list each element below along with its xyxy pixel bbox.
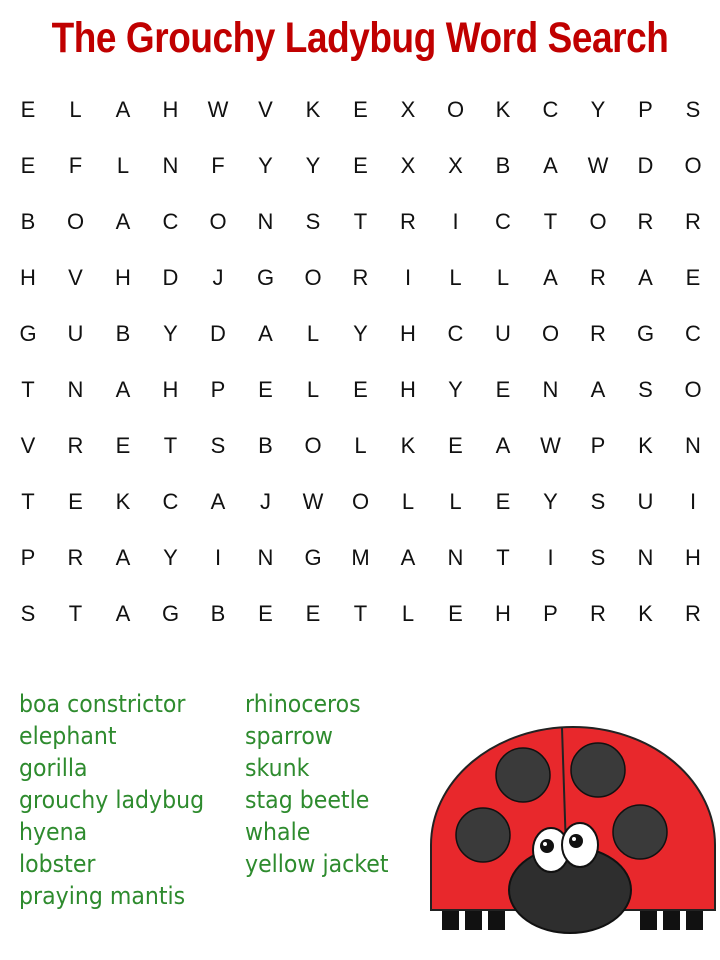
grid-letter: E bbox=[448, 433, 463, 458]
grid-letter: K bbox=[495, 97, 511, 122]
grid-letter: N bbox=[637, 545, 654, 570]
grid-letter: A bbox=[258, 321, 273, 346]
grid-letter: S bbox=[590, 545, 606, 570]
grid-letter: T bbox=[163, 433, 178, 458]
ladybug-leg bbox=[465, 910, 482, 930]
grid-letter: W bbox=[540, 433, 561, 458]
grid-letter: O bbox=[541, 321, 560, 346]
grid-letter: U bbox=[637, 489, 654, 514]
grid-letter: J bbox=[260, 489, 271, 514]
grid-letter: E bbox=[353, 153, 368, 178]
grid-letter: G bbox=[304, 545, 322, 570]
grid-letter: Y bbox=[590, 97, 606, 122]
grid-letter: W bbox=[302, 489, 324, 514]
grid-letter: A bbox=[115, 601, 131, 626]
grid-letter: W bbox=[587, 153, 609, 178]
ladybug-leg bbox=[488, 910, 505, 930]
grid-row bbox=[0, 538, 720, 578]
grid-letter: U bbox=[495, 321, 511, 346]
grid-letter: K bbox=[400, 433, 416, 458]
grid-letter: Y bbox=[163, 545, 178, 570]
grid-letter: O bbox=[684, 377, 702, 402]
grid-letter: C bbox=[495, 209, 511, 234]
ladybug-icon bbox=[428, 720, 718, 940]
grid-letter: N bbox=[162, 153, 179, 178]
word-list-item: grouchy ladybug bbox=[19, 786, 205, 814]
grid-letter: E bbox=[495, 489, 511, 514]
grid-letter: C bbox=[447, 321, 464, 346]
grid-row bbox=[0, 202, 720, 242]
grid-letter: J bbox=[212, 265, 224, 290]
grid-letter: H bbox=[495, 601, 511, 626]
word-list-item: rhinoceros bbox=[245, 690, 361, 718]
grid-letter: S bbox=[305, 209, 321, 234]
grid-row bbox=[0, 90, 720, 130]
grid-letter: B bbox=[20, 209, 36, 234]
grid-letter: A bbox=[543, 153, 558, 178]
grid-letter: N bbox=[257, 545, 274, 570]
grid-letter: E bbox=[353, 377, 368, 402]
grid-letter: K bbox=[638, 601, 653, 626]
grid-letter: C bbox=[162, 489, 179, 514]
grid-letter: G bbox=[19, 321, 37, 346]
grid-letter: P bbox=[638, 97, 653, 122]
grid-letter: L bbox=[354, 433, 367, 458]
grid-letter: X bbox=[400, 97, 416, 122]
grid-row bbox=[0, 258, 720, 298]
word-list-item: gorilla bbox=[19, 754, 88, 782]
grid-letter: T bbox=[68, 601, 83, 626]
grid-letter: L bbox=[306, 321, 320, 346]
grid-letter: F bbox=[211, 153, 225, 178]
grid-letter: P bbox=[20, 545, 36, 570]
grid-letter: A bbox=[115, 97, 131, 122]
grid-letter: H bbox=[400, 321, 416, 346]
grid-letter: E bbox=[258, 601, 273, 626]
grid-letter: E bbox=[685, 265, 701, 290]
word-list-item: whale bbox=[245, 818, 311, 846]
grid-letter: G bbox=[256, 265, 275, 290]
grid-letter: V bbox=[258, 97, 273, 122]
grid-row bbox=[0, 146, 720, 186]
grid-letter: B bbox=[115, 321, 131, 346]
grid-letter: O bbox=[209, 209, 227, 234]
ladybug-leg bbox=[640, 910, 657, 930]
word-list-item: stag beetle bbox=[245, 786, 370, 814]
grid-letter: A bbox=[210, 489, 226, 514]
grid-row bbox=[0, 594, 720, 634]
grid-letter: M bbox=[351, 545, 370, 570]
grid-letter: C bbox=[542, 97, 559, 122]
grid-letter: A bbox=[638, 265, 653, 290]
grid-letter: R bbox=[67, 545, 84, 570]
grid-letter: A bbox=[115, 209, 131, 234]
grid-letter: P bbox=[210, 377, 226, 402]
grid-letter: L bbox=[116, 153, 130, 178]
grid-letter: T bbox=[543, 209, 558, 234]
grid-letter: Y bbox=[258, 153, 273, 178]
grid-letter: T bbox=[21, 489, 35, 514]
grid-letter: A bbox=[115, 377, 131, 402]
grid-letter: R bbox=[590, 265, 606, 290]
grid-letter: E bbox=[353, 97, 368, 122]
word-list-item: sparrow bbox=[245, 722, 333, 750]
grid-letter: O bbox=[446, 97, 465, 122]
grid-letter: L bbox=[449, 265, 462, 290]
grid-letter: D bbox=[162, 265, 179, 290]
ladybug-pupil bbox=[569, 834, 583, 848]
grid-letter: P bbox=[543, 601, 558, 626]
grid-letter: C bbox=[685, 321, 701, 346]
grid-row bbox=[0, 426, 720, 466]
grid-letter: R bbox=[637, 209, 654, 234]
grid-letter: E bbox=[448, 601, 463, 626]
grid-letter: Y bbox=[353, 321, 368, 346]
word-list-item: hyena bbox=[19, 818, 88, 846]
grid-letter: I bbox=[404, 265, 412, 290]
grid-letter: G bbox=[161, 601, 180, 626]
grid-letter: E bbox=[305, 601, 321, 626]
grid-row bbox=[0, 370, 720, 410]
grid-letter: L bbox=[401, 489, 415, 514]
grid-letter: I bbox=[452, 209, 459, 234]
word-list-column-2 bbox=[245, 688, 389, 880]
grid-letter: Y bbox=[448, 377, 463, 402]
grid-letter: W bbox=[207, 97, 229, 122]
grid-letter: R bbox=[590, 601, 606, 626]
grid-letter: D bbox=[210, 321, 226, 346]
grid-letter: H bbox=[115, 265, 131, 290]
grid-row bbox=[0, 482, 720, 522]
grid-letter: O bbox=[304, 433, 322, 458]
grid-letter: I bbox=[547, 545, 554, 570]
grid-letter: O bbox=[684, 153, 702, 178]
ladybug-spot bbox=[571, 743, 625, 797]
grid-letter: F bbox=[68, 153, 83, 178]
word-list-item: yellow jacket bbox=[245, 850, 389, 878]
grid-letter: O bbox=[351, 489, 370, 514]
grid-letter: Y bbox=[543, 489, 558, 514]
ladybug-leg bbox=[686, 910, 703, 930]
grid-letter: H bbox=[20, 265, 36, 290]
grid-letter: E bbox=[115, 433, 131, 458]
grid-letter: L bbox=[449, 489, 462, 514]
grid-letter: U bbox=[67, 321, 84, 346]
grid-letter: S bbox=[638, 377, 653, 402]
grid-letter: V bbox=[68, 265, 83, 290]
grid-letter: E bbox=[68, 489, 83, 514]
grid-letter: G bbox=[636, 321, 655, 346]
letter-grid bbox=[0, 90, 720, 630]
grid-letter: N bbox=[67, 377, 84, 402]
grid-letter: T bbox=[353, 209, 368, 234]
grid-letter: H bbox=[400, 377, 416, 402]
grid-letter: H bbox=[685, 545, 701, 570]
grid-letter: O bbox=[589, 209, 607, 234]
grid-letter: A bbox=[495, 433, 511, 458]
grid-letter: H bbox=[162, 377, 179, 402]
grid-letter: I bbox=[214, 545, 222, 570]
grid-letter: L bbox=[69, 97, 82, 122]
grid-letter: N bbox=[685, 433, 701, 458]
grid-letter: R bbox=[685, 601, 701, 626]
word-list-item: elephant bbox=[19, 722, 117, 750]
ladybug-spot bbox=[613, 805, 667, 859]
ladybug-leg bbox=[442, 910, 459, 930]
word-list-item: lobster bbox=[19, 850, 96, 878]
grid-letter: D bbox=[637, 153, 654, 178]
grid-letter: R bbox=[685, 209, 701, 234]
grid-letter: B bbox=[495, 153, 511, 178]
grid-letter: P bbox=[590, 433, 606, 458]
grid-letter: X bbox=[448, 153, 463, 178]
grid-letter: T bbox=[353, 601, 368, 626]
grid-letter: O bbox=[304, 265, 322, 290]
grid-row bbox=[0, 314, 720, 354]
grid-letter: A bbox=[590, 377, 606, 402]
grid-letter: L bbox=[496, 265, 510, 290]
grid-letter: X bbox=[400, 153, 416, 178]
grid-letter: T bbox=[21, 377, 35, 402]
grid-letter: O bbox=[66, 209, 85, 234]
grid-letter: K bbox=[115, 489, 131, 514]
ladybug-spot bbox=[456, 808, 510, 862]
grid-letter: E bbox=[495, 377, 511, 402]
grid-letter: L bbox=[306, 377, 320, 402]
grid-letter: B bbox=[258, 433, 273, 458]
word-list-column-1 bbox=[19, 688, 204, 912]
grid-letter: R bbox=[400, 209, 416, 234]
grid-letter: K bbox=[305, 97, 321, 122]
word-list-item: boa constrictor bbox=[19, 690, 186, 718]
grid-letter: E bbox=[20, 153, 36, 178]
grid-letter: A bbox=[543, 265, 558, 290]
grid-letter: E bbox=[20, 97, 36, 122]
word-list-item: skunk bbox=[245, 754, 310, 782]
page-title: The Grouchy Ladybug Word Search bbox=[51, 14, 669, 62]
grid-letter: E bbox=[258, 377, 273, 402]
word-list-item: praying mantis bbox=[19, 882, 186, 910]
grid-letter: S bbox=[210, 433, 226, 458]
ladybug-pupil bbox=[540, 839, 554, 853]
grid-letter: S bbox=[20, 601, 36, 626]
grid-letter: H bbox=[162, 97, 179, 122]
grid-letter: I bbox=[689, 489, 697, 514]
grid-letter: K bbox=[638, 433, 653, 458]
grid-letter: A bbox=[115, 545, 131, 570]
grid-letter: R bbox=[590, 321, 606, 346]
grid-letter: L bbox=[401, 601, 415, 626]
grid-letter: Y bbox=[305, 153, 321, 178]
grid-letter: A bbox=[400, 545, 416, 570]
grid-letter: V bbox=[20, 433, 36, 458]
ladybug-leg bbox=[663, 910, 680, 930]
grid-letter: C bbox=[162, 209, 179, 234]
grid-letter: N bbox=[447, 545, 464, 570]
grid-letter: N bbox=[257, 209, 274, 234]
grid-letter: Y bbox=[163, 321, 178, 346]
grid-letter: N bbox=[542, 377, 559, 402]
ladybug-spot bbox=[496, 748, 550, 802]
grid-letter: B bbox=[210, 601, 226, 626]
grid-letter: S bbox=[685, 97, 701, 122]
grid-letter: S bbox=[590, 489, 606, 514]
grid-letter: R bbox=[352, 265, 369, 290]
grid-letter: T bbox=[496, 545, 510, 570]
grid-letter: R bbox=[67, 433, 84, 458]
